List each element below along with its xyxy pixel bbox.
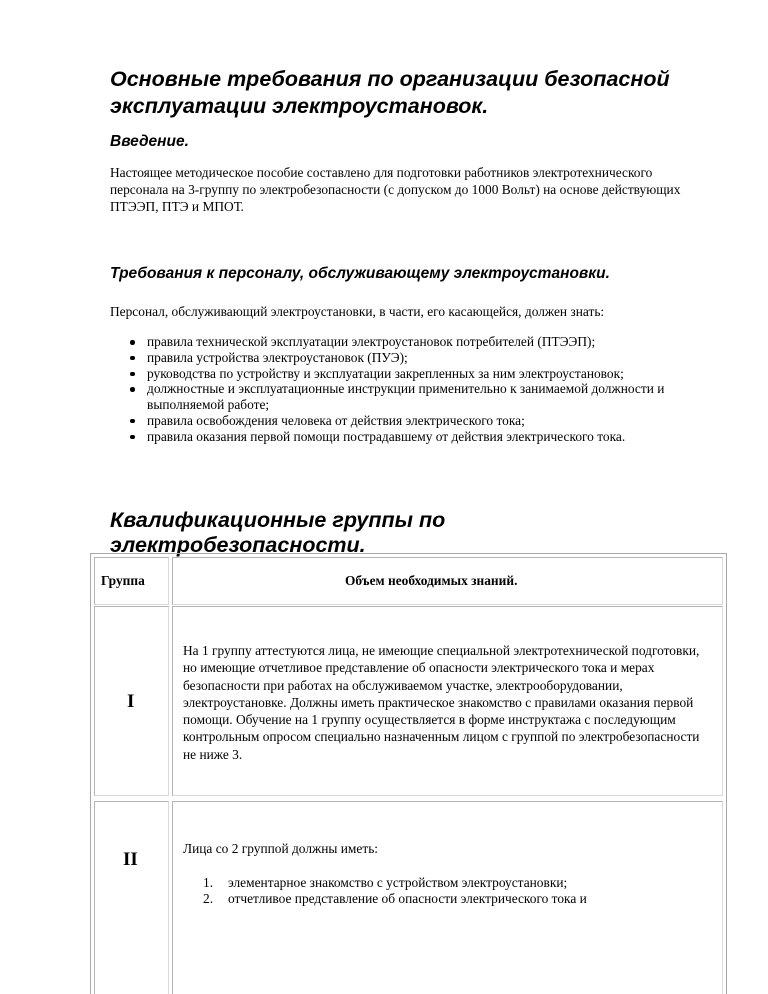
intro-heading: Введение.: [110, 133, 189, 150]
list-item-number: 2.: [203, 891, 214, 906]
intro-text: Настоящее методическое пособие составлено для подготовки работников электротехнического персонала на 3-группу по электробезопасности (с допуском до 1000 Вольт) на основе действующих ПТЭЭП, ПТЭ и МПОТ.: [110, 165, 681, 214]
list-item-text: отчетливое представление об опасности электрического тока и: [228, 891, 587, 906]
group-number-1: I: [127, 691, 135, 712]
list-item: должностные и эксплуатационные инструкции применительно к занимаемой должности и выполняемой работе;: [110, 381, 720, 413]
column-header-group: Группа: [101, 573, 145, 588]
group-1-description: На 1 группу аттестуются лица, не имеющие специальной электротехнической подготовки, но имеющие отчетливое представление об опасности электрического тока и мерах безопасности при работах на обслуживаемом участке, электрооборудовании, электроустановке. Должны иметь практическое знакомство с правилами оказания первой помощи. Обучение на 1 группу осуществляется в форме инструктажа с последующим контрольным опросом специально назначенным лицом с группой по электробезопасности не ниже 3.: [183, 643, 700, 762]
group-2-requirements-list: [183, 875, 587, 907]
table-row-group-cell: [94, 801, 169, 994]
list-item: [183, 875, 587, 891]
list-item: правила освобождения человека от действия электрического тока;: [110, 413, 720, 429]
qualification-heading: Квалификационные группы по электробезопасности.: [110, 508, 446, 557]
list-item-text: элементарное знакомство с устройством электроустановки;: [228, 875, 568, 890]
list-item-number: 1.: [203, 875, 214, 890]
group-number-2: II: [123, 849, 138, 870]
list-item: правила устройства электроустановок (ПУЭ);: [110, 350, 720, 366]
list-item: правила технической эксплуатации электроустановок потребителей (ПТЭЭП);: [110, 334, 720, 350]
list-item: [183, 891, 587, 907]
page-title: Основные требования по организации безопасной эксплуатации электроустановок.: [110, 67, 670, 118]
personnel-requirements-list: [110, 334, 720, 445]
list-item: правила оказания первой помощи пострадавшему от действия электрического тока.: [110, 429, 720, 445]
column-header-knowledge: Объем необходимых знаний.: [345, 573, 518, 588]
personnel-heading: Требования к персоналу, обслуживающему электроустановки.: [110, 265, 610, 282]
list-item: руководства по устройству и эксплуатации закрепленных за ним электроустановок;: [110, 366, 720, 382]
group-2-intro: Лица со 2 группой должны иметь:: [183, 841, 379, 856]
personnel-lead: Персонал, обслуживающий электроустановки, в части, его касающейся, должен знать:: [110, 304, 605, 319]
